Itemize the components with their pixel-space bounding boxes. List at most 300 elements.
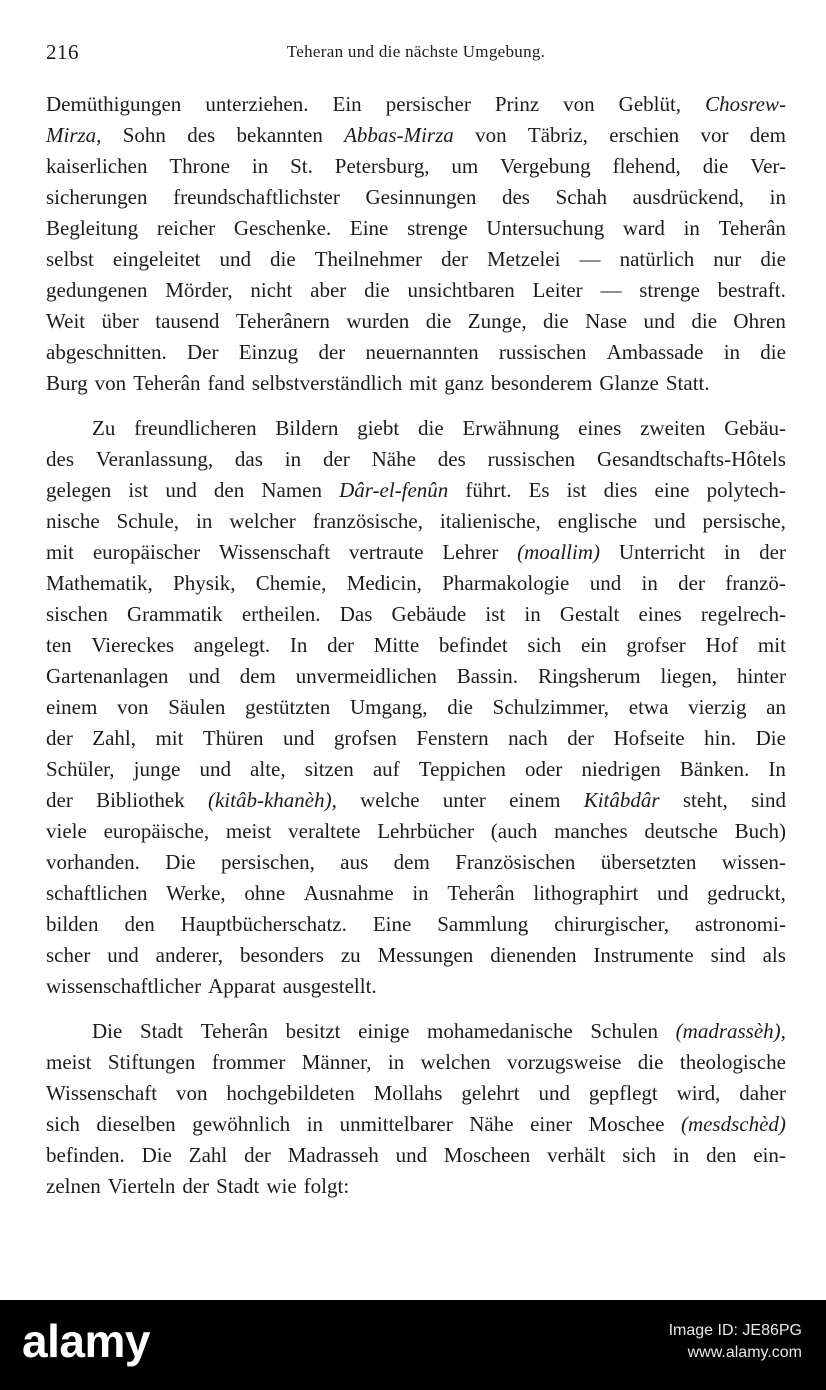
text-line — [46, 1078, 786, 1109]
word: ohne — [244, 881, 286, 905]
word: ganz — [444, 371, 484, 395]
word: Mörder, — [165, 278, 233, 302]
word: St. — [290, 154, 313, 178]
word: der — [46, 726, 73, 750]
word: Es — [528, 478, 550, 502]
word: gestützten — [245, 695, 331, 719]
word: Pharmakologie — [442, 571, 570, 595]
word: und — [219, 247, 251, 271]
word: sich — [527, 633, 562, 657]
word: und — [199, 757, 231, 781]
word: die — [760, 340, 786, 364]
word: die — [543, 309, 569, 333]
word: welche — [360, 788, 420, 812]
word: sich — [46, 1112, 80, 1136]
word: Sammlung — [437, 912, 529, 936]
banner-info — [669, 1320, 802, 1364]
word: in — [306, 1112, 324, 1136]
word: Täbriz, — [527, 123, 588, 147]
italic-word: Abbas-Mirza — [344, 123, 454, 147]
word: natürlich — [619, 247, 695, 271]
word: die — [425, 309, 452, 333]
word: der — [322, 447, 350, 471]
word: Throne — [169, 154, 230, 178]
word: Bassin. — [456, 664, 519, 688]
word: ten — [46, 633, 72, 657]
image-id: Image ID: JE86PG — [668, 1322, 802, 1339]
word: Lehrbücher — [377, 819, 474, 843]
word: grofser — [626, 633, 686, 657]
word: unmittelbarer — [339, 1112, 453, 1136]
word: Viereckes — [91, 633, 175, 657]
word: lithographirt — [533, 881, 639, 905]
word: scher — [46, 943, 91, 967]
word: frommer — [211, 1050, 286, 1074]
word: persischer — [385, 92, 471, 116]
word: Demüthigungen — [46, 92, 182, 116]
word: theologische — [679, 1050, 786, 1074]
word: sind — [750, 788, 786, 812]
word: gedruckt, — [707, 881, 786, 905]
word: Französischen — [455, 850, 576, 874]
word: Madrasseh — [287, 1143, 379, 1167]
word: viele — [46, 819, 87, 843]
word: Begleitung — [46, 216, 139, 240]
word: zelnen — [46, 1174, 101, 1198]
word: sind — [710, 943, 746, 967]
word: Zahl — [188, 1143, 228, 1167]
word: freundschaftlichster — [173, 185, 340, 209]
word: ein- — [753, 1143, 786, 1167]
word: Erwähnung — [462, 416, 560, 440]
text-line — [46, 599, 786, 630]
word: abgeschnitten. — [46, 340, 167, 364]
word: und — [654, 509, 686, 533]
word: Mollahs — [373, 1081, 443, 1105]
word: Säulen — [168, 695, 226, 719]
word: Geblüt, — [618, 92, 682, 116]
text-line — [46, 785, 786, 816]
word: Ringsherum — [537, 664, 641, 688]
text-line — [46, 723, 786, 754]
word: daher — [739, 1081, 786, 1105]
word: Die — [755, 726, 786, 750]
word: und — [395, 1143, 428, 1167]
text-line — [46, 909, 786, 940]
word: Zunge, — [467, 309, 527, 333]
word: Nähe — [469, 1112, 514, 1136]
word: steht, — [682, 788, 728, 812]
text-line — [46, 1109, 786, 1140]
word: Burg — [46, 371, 88, 395]
word: Schule, — [116, 509, 180, 533]
word: vor — [700, 123, 729, 147]
word: strenge — [639, 278, 700, 302]
word: welchen — [420, 1050, 491, 1074]
italic-word: Mirza, — [46, 123, 102, 147]
text-line — [46, 475, 786, 506]
italic-word: Kitâbdâr — [583, 788, 660, 812]
word: unsichtbaren — [407, 278, 515, 302]
word: italienische, — [439, 509, 541, 533]
word: von — [117, 695, 149, 719]
text-line — [46, 151, 786, 182]
word: unter — [442, 788, 486, 812]
word: alte, — [250, 757, 286, 781]
word: um — [451, 154, 479, 178]
word: Stadt — [216, 1174, 260, 1198]
word: Geschenke. — [233, 216, 332, 240]
word: aber — [310, 278, 347, 302]
word: einem — [46, 695, 98, 719]
word: der — [244, 1143, 271, 1167]
word: in — [284, 447, 302, 471]
word: Zahl, — [92, 726, 136, 750]
word: der — [678, 571, 705, 595]
word: gedungenen — [46, 278, 148, 302]
word: mit — [409, 371, 438, 395]
italic-word: (mesdschèd) — [680, 1112, 786, 1136]
word: des — [46, 447, 74, 471]
word: Statt. — [665, 371, 710, 395]
word: eine — [654, 478, 690, 502]
word: Nase — [585, 309, 628, 333]
text-line — [46, 816, 786, 847]
word: mit — [155, 726, 184, 750]
word: wissen- — [721, 850, 786, 874]
word: in — [641, 571, 658, 595]
word: Ohren — [733, 309, 786, 333]
word: Buch) — [734, 819, 786, 843]
word: franzö- — [725, 571, 786, 595]
word: in — [769, 185, 786, 209]
word: Gebäude — [391, 602, 467, 626]
word: der — [759, 540, 786, 564]
word: eines — [578, 416, 622, 440]
text-line — [46, 444, 786, 475]
word: Teppichen — [418, 757, 506, 781]
word: englische — [557, 509, 638, 533]
word: Ein — [332, 92, 362, 116]
word: astronomi- — [694, 912, 786, 936]
word: europäischer — [92, 540, 201, 564]
word: In — [289, 633, 308, 657]
word: Teherân — [718, 216, 786, 240]
word: — — [600, 278, 622, 302]
word: Prinz — [494, 92, 540, 116]
page-number: 216 — [46, 40, 79, 64]
word: tausend — [155, 309, 220, 333]
word: Eine — [372, 912, 412, 936]
word: Stiftungen — [107, 1050, 196, 1074]
word: Hofseite — [613, 726, 685, 750]
word: vorzugsweise — [507, 1050, 622, 1074]
word: nach — [508, 726, 548, 750]
word: führt. — [465, 478, 512, 502]
word: gepflegt — [588, 1081, 658, 1105]
page-header — [46, 40, 786, 76]
word: Hauptbücherschatz. — [180, 912, 347, 936]
word: meist — [225, 819, 272, 843]
text-line — [46, 213, 786, 244]
word: Metzelei — [486, 247, 561, 271]
word: dies — [603, 478, 638, 502]
word: gewöhnlich — [192, 1112, 291, 1136]
word: übersetzten — [600, 850, 697, 874]
word: Ver- — [750, 154, 786, 178]
text-line — [46, 368, 786, 399]
text-line — [46, 754, 786, 785]
word: Theilnehmer — [314, 247, 423, 271]
word: polytech- — [706, 478, 786, 502]
word: Zu — [92, 416, 116, 440]
italic-word: Chosrew- — [705, 92, 786, 116]
word: vertraute — [348, 540, 424, 564]
word: einem — [509, 788, 561, 812]
word: in — [412, 881, 429, 905]
word: und — [643, 309, 675, 333]
word: in — [196, 509, 213, 533]
word: und — [165, 478, 197, 502]
word: besonders — [239, 943, 324, 967]
text-line — [46, 244, 786, 275]
word: einer — [530, 1112, 573, 1136]
word: Werke, — [166, 881, 226, 905]
word: Stadt — [139, 1019, 184, 1043]
word: als — [762, 943, 786, 967]
word: in — [723, 340, 741, 364]
word: Teherânern — [235, 309, 330, 333]
word: niedrigen — [581, 757, 661, 781]
word: in — [723, 540, 741, 564]
word: Moscheen — [443, 1143, 531, 1167]
word: Petersburg, — [334, 154, 430, 178]
word: sitzen — [304, 757, 354, 781]
word: Einzug — [238, 340, 299, 364]
word: Leiter — [532, 278, 583, 302]
word: Unterricht — [618, 540, 706, 564]
word: wie — [266, 1174, 297, 1198]
word: den — [213, 478, 245, 502]
word: Schulen — [590, 1019, 659, 1043]
text-line — [46, 337, 786, 368]
word: Männer, — [301, 1050, 372, 1074]
word: des — [501, 185, 530, 209]
text-line — [46, 1016, 786, 1047]
word: Namen — [261, 478, 322, 502]
word: ein — [580, 633, 607, 657]
word: schaftlichen — [46, 881, 148, 905]
word: dem — [393, 850, 430, 874]
text-line — [46, 630, 786, 661]
text-line — [46, 413, 786, 444]
word: der — [318, 340, 346, 364]
word: oder — [525, 757, 563, 781]
running-title: Teheran und die nächste Umgebung. — [286, 42, 546, 61]
word: dem — [239, 664, 276, 688]
word: ausdrückend, — [632, 185, 744, 209]
word: hin. — [704, 726, 737, 750]
word: ausgestellt. — [282, 974, 377, 998]
text-line — [46, 1171, 786, 1202]
word: Instrumente — [593, 943, 694, 967]
word: ist — [566, 478, 587, 502]
word: ist — [485, 602, 506, 626]
word: und — [188, 664, 220, 688]
word: des — [187, 123, 216, 147]
word: persischen, — [221, 850, 315, 874]
watermark-banner — [0, 1300, 826, 1390]
word: der — [441, 247, 468, 271]
word: Veranlassung, — [95, 447, 214, 471]
word: liegen, — [660, 664, 718, 688]
word: ertheilen. — [241, 602, 321, 626]
word: Ambassade — [606, 340, 704, 364]
paragraph — [46, 413, 786, 1002]
word: gelehrt — [461, 1081, 520, 1105]
word: den — [706, 1143, 737, 1167]
word: Teherân — [133, 371, 201, 395]
word: in — [251, 154, 269, 178]
word: hochgebildeten — [226, 1081, 355, 1105]
word: die — [702, 154, 729, 178]
word: Medicin, — [346, 571, 422, 595]
word: — — [579, 247, 601, 271]
word: befindet — [438, 633, 508, 657]
text-line — [46, 306, 786, 337]
word: Gesinnungen — [365, 185, 477, 209]
word: auf — [372, 757, 400, 781]
word: regelrech- — [700, 602, 786, 626]
word: in — [683, 216, 700, 240]
word: des — [437, 447, 466, 471]
word: und — [282, 726, 315, 750]
word: bekannten — [236, 123, 323, 147]
word: Gestalt — [559, 602, 620, 626]
word: in — [672, 1143, 690, 1167]
word: dienenden — [490, 943, 577, 967]
word: das — [234, 447, 263, 471]
word: folgt: — [303, 1174, 350, 1198]
word: von — [563, 92, 595, 116]
text-line — [46, 120, 786, 151]
word: veraltete — [288, 819, 361, 843]
word: verhält — [547, 1143, 606, 1167]
text-line — [46, 692, 786, 723]
word: und — [538, 1081, 571, 1105]
word: eingeleitet — [112, 247, 201, 271]
italic-word: (kitâb-khanèh), — [207, 788, 337, 812]
word: die — [447, 695, 473, 719]
word: die — [760, 247, 786, 271]
word: die — [418, 416, 444, 440]
word: aus — [340, 850, 369, 874]
word: Wissenschaft — [46, 1081, 158, 1105]
word: mit — [46, 540, 75, 564]
word: befinden. — [46, 1143, 125, 1167]
word: Messungen — [377, 943, 474, 967]
word: ward — [622, 216, 665, 240]
word: der — [327, 633, 354, 657]
word: vierzig — [688, 695, 747, 719]
word: flehend, — [612, 154, 681, 178]
word: Der — [186, 340, 219, 364]
text-line — [46, 537, 786, 568]
word: (auch — [490, 819, 538, 843]
word: neuernannten — [365, 340, 479, 364]
word: zu — [340, 943, 361, 967]
word: eines — [638, 602, 682, 626]
word: Wissenschaft — [218, 540, 331, 564]
word: die — [364, 278, 390, 302]
word: wird, — [676, 1081, 721, 1105]
word: nische — [46, 509, 100, 533]
word: Apparat — [208, 974, 276, 998]
word: Die — [92, 1019, 123, 1043]
word: Physik, — [173, 571, 236, 595]
word: strenge — [407, 216, 468, 240]
word: dem — [749, 123, 786, 147]
word: nur — [713, 247, 742, 271]
word: französische, — [312, 509, 423, 533]
word: erschien — [609, 123, 680, 147]
text-line — [46, 89, 786, 120]
word: gelegen — [46, 478, 112, 502]
word: sicherungen — [46, 185, 148, 209]
text-line — [46, 661, 786, 692]
word: und — [107, 943, 139, 967]
word: an — [766, 695, 786, 719]
word: besonderem — [490, 371, 593, 395]
word: der — [182, 1174, 210, 1198]
text-line — [46, 182, 786, 213]
text-line — [46, 275, 786, 306]
word: In — [768, 757, 786, 781]
word: Nähe — [371, 447, 416, 471]
word: hinter — [736, 664, 786, 688]
word: Grammatik — [127, 602, 223, 626]
word: sich — [622, 1143, 657, 1167]
word: die — [691, 309, 718, 333]
italic-word: (madrassèh), — [675, 1019, 786, 1043]
word: Bildern — [275, 416, 339, 440]
word: Vierteln — [107, 1174, 176, 1198]
word: Thüren — [202, 726, 264, 750]
word: anderer, — [155, 943, 224, 967]
word: selbstverständlich — [251, 371, 403, 395]
word: nicht — [250, 278, 293, 302]
word: Mitte — [373, 633, 420, 657]
word: Mathematik, — [46, 571, 153, 595]
word: unvermeidlichen — [295, 664, 437, 688]
word: Schulzimmer, — [492, 695, 610, 719]
word: dieselben — [96, 1112, 176, 1136]
word: besitzt — [285, 1019, 341, 1043]
text-line — [46, 568, 786, 599]
alamy-logo: alamy — [22, 1315, 150, 1367]
text-line — [46, 971, 786, 1002]
word: unterziehen. — [205, 92, 309, 116]
word: zweiten — [640, 416, 706, 440]
text-line — [46, 878, 786, 909]
word: Untersuchung — [486, 216, 605, 240]
word: selbst — [46, 247, 94, 271]
word: fand — [207, 371, 245, 395]
word: Bibliothek — [96, 788, 185, 812]
word: ist — [128, 478, 149, 502]
word: Glanze — [599, 371, 659, 395]
word: Das — [339, 602, 373, 626]
